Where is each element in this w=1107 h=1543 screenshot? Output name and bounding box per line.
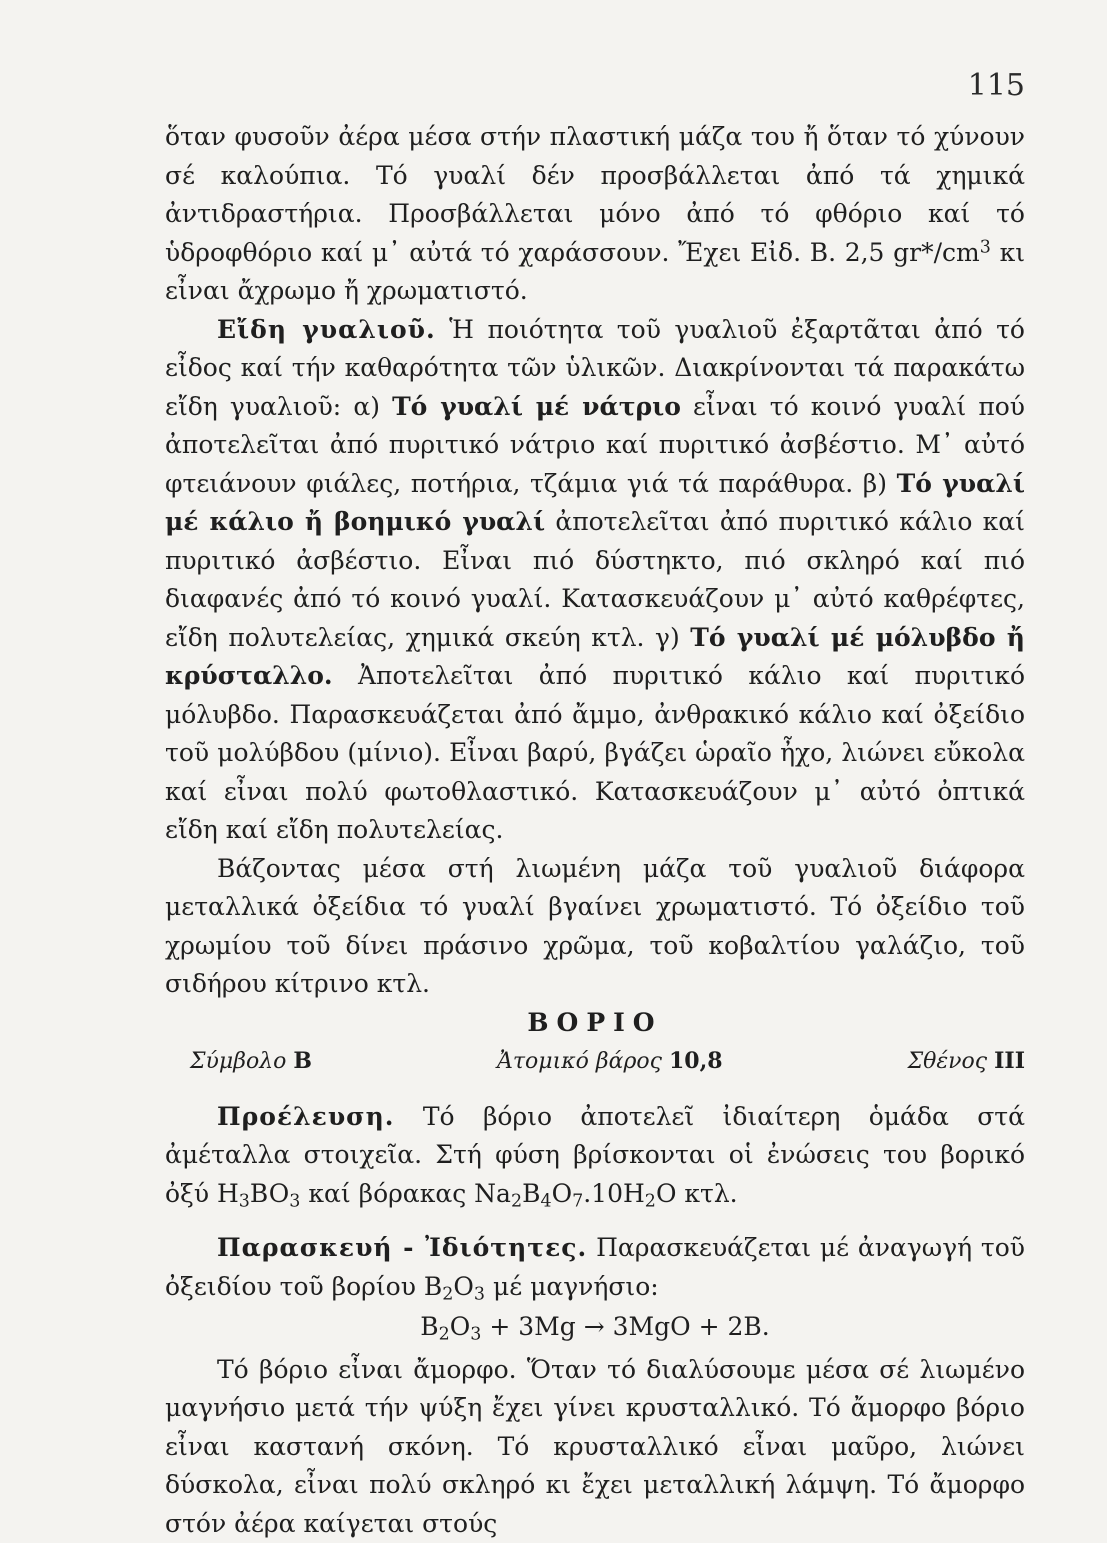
- formula-part: H: [217, 1179, 239, 1208]
- weight-label: Ἀτομικό βάρος: [497, 1049, 662, 1074]
- formula-part: O: [552, 1179, 573, 1208]
- formula-subscript: 3: [474, 1284, 485, 1304]
- formula-part: + 3Mg → 3MgO + 2B: [481, 1312, 761, 1341]
- glass-intro-paragraph: [165, 118, 1025, 311]
- symbol-info: [190, 1042, 312, 1082]
- cm-superscript: 3: [980, 237, 991, 257]
- boron-element-info: [165, 1042, 1025, 1082]
- formula-subscript: 2: [645, 1191, 656, 1211]
- symbol-label: Σύμβολο: [190, 1049, 286, 1074]
- origin-text-3: κτλ.: [676, 1179, 737, 1208]
- glass-intro-end: κι εἶναι ἄχρωμο ἤ χρωματιστό.: [165, 238, 1025, 306]
- valence-value: III: [994, 1048, 1025, 1074]
- boric-acid-formula: [217, 1179, 300, 1208]
- kind-b-text: ἀποτελεῖται ἀπό πυριτικό κάλιο καί πυριτικό ἀσβέστιο. Εἶναι πιό δύστηκτο, πιό σκληρό καί πιό διαφανές ἀπό τό κοινό γυαλί. Κατασκευάζουν μ᾽ αὐτό καθρέφτες, εἴδη πολυτελείας, χημικά σκεύη κτλ. γ): [165, 507, 1025, 652]
- formula-part: Na: [474, 1179, 511, 1208]
- boron-heading: ΒΟΡΙΟ: [165, 1004, 1025, 1043]
- boron-props-paragraph: [165, 1351, 1025, 1543]
- formula-subscript: 2: [439, 1324, 450, 1344]
- formula-subscript: 4: [540, 1191, 551, 1211]
- formula-part: .10H: [583, 1179, 645, 1208]
- formula-subscript: 7: [572, 1191, 583, 1211]
- formula-subscript: 3: [239, 1191, 250, 1211]
- valence-label: Σθένος: [908, 1049, 988, 1074]
- prep-text-2: μέ μαγνήσιο:: [485, 1272, 659, 1301]
- formula-subscript: 3: [470, 1324, 481, 1344]
- reaction-equation: [165, 1308, 1025, 1347]
- kind-b-title: Τό γυαλί μέ κάλιο ἤ βοημικό γυαλί: [165, 469, 1025, 537]
- page-number: 115: [968, 68, 1025, 103]
- equation-end: .: [762, 1312, 770, 1341]
- symbol-value: B: [293, 1048, 312, 1074]
- prep-text-1: Παρασκευάζεται μέ ἀναγωγή τοῦ ὀξειδίου τοῦ βορίου: [165, 1233, 1025, 1301]
- formula-part: O: [656, 1179, 677, 1208]
- formula-part: B: [522, 1179, 540, 1208]
- body-text: [165, 118, 1025, 1543]
- boron-oxide-formula: [424, 1272, 485, 1301]
- glass-colored-paragraph: [165, 850, 1025, 1004]
- kind-a-title: Τό γυαλί μέ νάτριο: [392, 392, 681, 421]
- weight-info: [497, 1042, 723, 1082]
- formula-part: B: [424, 1272, 442, 1301]
- formula-part: B: [420, 1312, 438, 1341]
- borax-formula: [474, 1179, 676, 1208]
- boron-origin-paragraph: [165, 1098, 1025, 1214]
- formula-subscript: 3: [289, 1191, 300, 1211]
- formula-part: BO: [250, 1179, 289, 1208]
- glass-kinds-paragraph: [165, 311, 1025, 850]
- prep-heading: Παρασκευή - Ἰδιότητες.: [217, 1233, 587, 1262]
- kind-a-text: εἶναι τό κοινό γυαλί πού ἀποτελεῖται ἀπό πυριτικό νάτριο καί πυριτικό ἀσβέστιο. Μ᾽ αὐτό φτειάνουν φιάλες, ποτήρια, τζάμια γιά τά παράθυρα. β): [165, 392, 1025, 498]
- kind-c-title: Τό γυαλί μέ μόλυβδο ἤ κρύσταλλο.: [165, 623, 1025, 691]
- origin-heading: Προέλευση.: [217, 1102, 395, 1131]
- origin-text-2: καί βόρακας: [300, 1179, 474, 1208]
- kind-c-text: Ἀποτελεῖται ἀπό πυριτικό κάλιο καί πυριτικό μόλυβδο. Παρασκευάζεται ἀπό ἄμμο, ἀνθρακικό κάλιο καί ὀξείδιο τοῦ μολύβδου (μίνιο). Εἶναι βαρύ, βγάζει ὡραῖο ἦχο, λιώνει εὔκολα καί εἶναι πολύ φωτοθλαστικό. Κατασκευάζουν μ᾽ αὐτό ὀπτικά εἴδη καί εἴδη πολυτελείας.: [165, 661, 1025, 844]
- glass-intro-text: ὅταν φυσοῦν ἀέρα μέσα στήν πλαστική μάζα του ἤ ὅταν τό χύνουν σέ καλούπια. Τό γυαλί δέν προσβάλλεται ἀπό τά χημικά ἀντιδραστήρια. Προσβάλλεται μόνο ἀπό τό φθόριο καί τό ὑδροφθόριο καί μ᾽ αὐτά τό χαράσσουν. Ἔχει Εἰδ. Β. 2,5 gr*/cm: [165, 122, 1025, 267]
- formula-part: O: [453, 1272, 474, 1301]
- weight-value: 10,8: [669, 1048, 723, 1074]
- formula-part: O: [450, 1312, 471, 1341]
- formula-subscript: 2: [442, 1284, 453, 1304]
- glass-kinds-intro: Ἡ ποιότητα τοῦ γυαλιοῦ ἐξαρτᾶται ἀπό τό εἶδος καί τήν καθαρότητα τῶν ὑλικῶν. Διακρίνονται τά παρακάτω εἴδη γυαλιοῦ: α): [165, 315, 1025, 421]
- boron-prep-paragraph: [165, 1229, 1025, 1306]
- glass-kinds-heading: Εἴδη γυαλιοῦ.: [217, 315, 436, 344]
- boron-props-text: Τό βόριο εἶναι ἄμορφο. Ὅταν τό διαλύσουμε μέσα σέ λιωμένο μαγνήσιο μετά τήν ψύξη ἔχει γίνει κρυσταλλικό. Τό ἄμορφο βόριο εἶναι καστανή σκόνη. Τό κρυσταλλικό εἶναι μαῦρο, λιώνει δύσκολα, εἶναι πολύ σκληρό κι ἔχει μεταλλική λάμψη. Τό ἄμορφο στόν ἀέρα καίγεται στούς: [165, 1355, 1025, 1538]
- formula-subscript: 2: [511, 1191, 522, 1211]
- origin-text-1: Τό βόριο ἀποτελεῖ ἰδιαίτερη ὁμάδα στά ἀμέταλλα στοιχεῖα. Στή φύση βρίσκονται οἱ ἐνώσεις του βορικό ὀξύ: [165, 1102, 1025, 1208]
- glass-colored-text: Βάζοντας μέσα στή λιωμένη μάζα τοῦ γυαλιοῦ διάφορα μεταλλικά ὀξείδια τό γυαλί βγαίνει χρωματιστό. Τό ὀξείδιο τοῦ χρωμίου τοῦ δίνει πράσινο χρῶμα, τοῦ κοβαλτίου γαλάζιο, τοῦ σιδήρου κίτρινο κτλ.: [165, 854, 1025, 999]
- valence-info: [908, 1042, 1025, 1082]
